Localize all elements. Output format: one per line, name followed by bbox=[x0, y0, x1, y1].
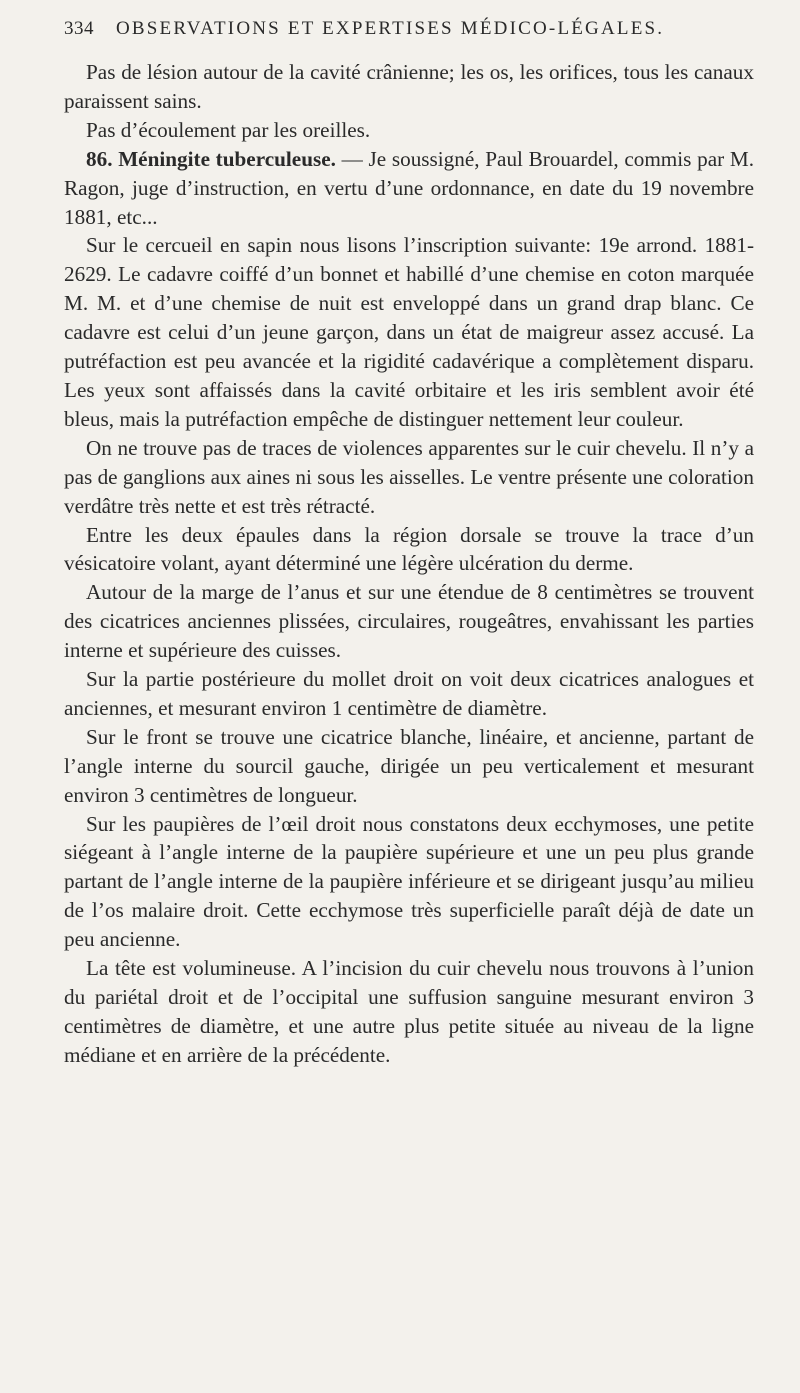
paragraph: Pas d’écoulement par les oreilles. bbox=[86, 117, 371, 142]
page-number: 334 bbox=[64, 18, 94, 39]
paragraph: Sur les paupières de l’œil droit nous constatons deux ecchymoses, une petite siégeant à l’angle interne de la paupière supérieure et une un peu plus grande partant de l’angle interne de la paupière inférieure et se dirigeant jusqu’au milieu de l’os malaire droit. Cette ecchymose très superficielle paraît déjà de date un peu ancienne. bbox=[64, 811, 754, 952]
case-paragraph: 86. Méningite tuberculeuse. — Je soussigné, Paul Brouardel, commis par M. Ragon, juge d’instruction, en vertu d’une ordonnance, en date du 19 novembre 1881, etc... bbox=[64, 146, 754, 229]
running-header bbox=[64, 18, 754, 40]
paragraph: On ne trouve pas de traces de violences apparentes sur le cuir chevelu. Il n’y a pas de ganglions aux aines ni sous les aisselles. Le ventre présente une coloration verdâtre très nette et est très rétracté. bbox=[64, 435, 754, 518]
document-page bbox=[64, 18, 754, 1070]
case-number: 86. bbox=[86, 146, 113, 171]
paragraph: La tête est volumineuse. A l’incision du cuir chevelu nous trouvons à l’union du pariétal droit et de l’occipital une suffusion sanguine mesurant environ 3 centimètres de diamètre, et une autre plus petite située au niveau de la ligne médiane et en arrière de la précédente. bbox=[64, 956, 754, 1067]
paragraph: Pas de lésion autour de la cavité crânienne; les os, les orifices, tous les canaux paraissent sains. bbox=[64, 60, 754, 113]
paragraph: Sur le front se trouve une cicatrice blanche, linéaire, et ancienne, partant de l’angle interne du sourcil gauche, dirigée un peu verticalement et mesurant environ 3 centimètres de longueur. bbox=[64, 724, 754, 807]
running-title: OBSERVATIONS ET EXPERTISES MÉDICO-LÉGALES. bbox=[116, 18, 665, 39]
paragraph: Sur le cercueil en sapin nous lisons l’inscription suivante: 19e arrond. 1881-2629. Le cadavre coiffé d’un bonnet et habillé d’une chemise en coton marquée M. M. et d’une chemise de nuit est enveloppé dans un grand drap blanc. Ce cadavre est celui d’un jeune garçon, dans un état de maigreur assez accusé. La putréfaction est peu avancée et la rigidité cadavérique a complètement disparu. Les yeux sont affaissés dans la cavité orbitaire et les iris semblent avoir été bleus, mais la putréfaction empêche de distinguer nettement leur couleur. bbox=[64, 233, 754, 431]
case-heading: Méningite tuberculeuse. bbox=[118, 146, 336, 171]
paragraph: Sur la partie postérieure du mollet droit on voit deux cicatrices analogues et anciennes, et mesurant environ 1 centimètre de diamètre. bbox=[64, 667, 754, 720]
paragraph: Entre les deux épaules dans la région dorsale se trouve la trace d’un vésicatoire volant, ayant déterminé une légère ulcération du derme. bbox=[64, 522, 754, 576]
paragraph: Autour de la marge de l’anus et sur une étendue de 8 centimètres se trouvent des cicatrices anciennes plissées, circulaires, rougeâtres, envahissant les parties interne et supérieure des cuisses. bbox=[64, 580, 754, 663]
